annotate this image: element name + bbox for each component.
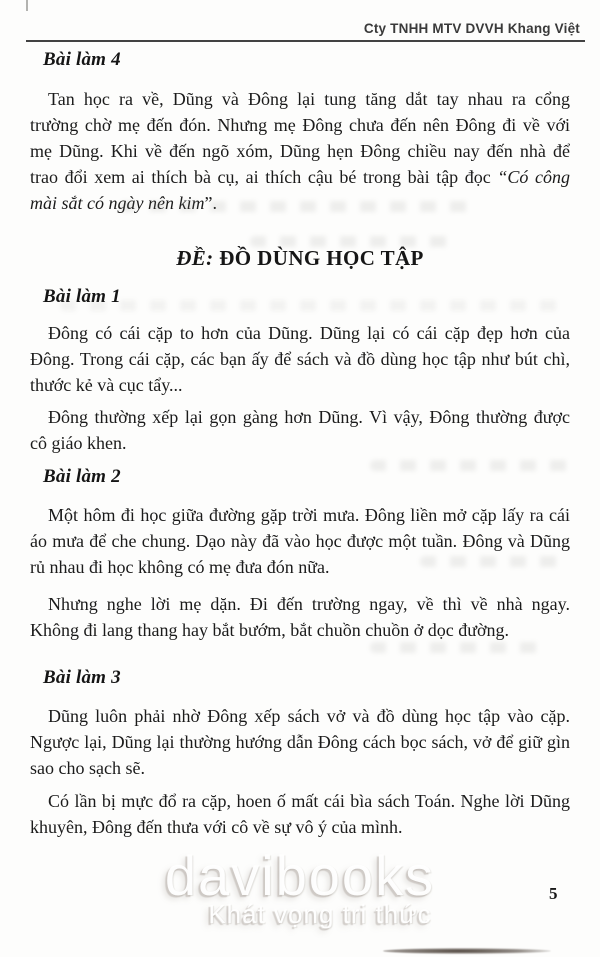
text-line — [30, 164, 570, 190]
text-line: Tan học ra về, Dũng và Đông lại tung tăng dắt tay nhau ra cổng — [48, 89, 570, 109]
text-segment: trao đổi xem ai thích bà cụ, ai thích cậu bé trong bài tập đọc — [30, 167, 491, 187]
paragraph — [30, 320, 570, 398]
paragraph — [30, 591, 570, 643]
heading-bai-lam-4: Bài làm 4 — [43, 49, 121, 70]
text-line: Dũng luôn phải nhờ Đông xếp sách vở và đồ dùng học tập vào cặp. — [48, 706, 570, 726]
scan-page-edge-shadow — [383, 948, 551, 954]
text-line: cô giáo khen. — [30, 433, 127, 453]
ink-showthrough-artifact — [370, 642, 550, 653]
header-rule — [26, 40, 585, 42]
text-segment: ”. — [204, 193, 217, 213]
watermark-brand: davibooks — [164, 844, 436, 907]
ink-showthrough-artifact — [250, 236, 460, 247]
text-line: áo mưa để che chung. Dạo này đã vào học được một tuần. Đông và Dũng — [30, 531, 570, 551]
ink-showthrough-artifact — [370, 460, 570, 471]
text-line: Một hôm đi học giữa đường gặp trời mưa. Đông liền mở cặp lấy ra cái — [48, 505, 570, 525]
paragraph — [30, 703, 570, 781]
paragraph — [30, 502, 570, 580]
topic-title — [0, 246, 600, 271]
text-line: Nhưng nghe lời mẹ dặn. Đi đến trường ngay, về thì về nhà ngay. — [48, 594, 570, 614]
ink-showthrough-artifact — [60, 300, 560, 311]
topic-text: ĐỒ DÙNG HỌC TẬP — [219, 246, 424, 270]
text-line: Không đi lang thang hay bắt bướm, bắt chuồn chuồn ở dọc đường. — [30, 620, 509, 640]
text-line: Đông có cái cặp to hơn của Dũng. Dũng lại có cái cặp đẹp hơn của — [48, 323, 570, 343]
heading-bai-lam-2: Bài làm 2 — [43, 466, 121, 487]
text-line: sao cho sạch sẽ. — [30, 758, 145, 778]
ink-showthrough-artifact — [120, 201, 480, 212]
text-line: khuyên, Đông đến thưa với cô về sự vô ý của mình. — [30, 817, 403, 837]
page-number: 5 — [549, 884, 558, 903]
text-line: rủ nhau đi học không có mẹ đưa đón nữa. — [30, 557, 330, 577]
header-publisher: Cty TNHH MTV DVVH Khang Việt — [363, 21, 580, 36]
scan-edge-mark — [26, 0, 28, 11]
paragraph — [30, 404, 570, 456]
paragraph — [30, 86, 570, 216]
text-line: mẹ Dũng. Khi về đến ngõ xóm, Dũng hẹn Đông chiều nay đến nhà để — [30, 141, 570, 161]
heading-bai-lam-1: Bài làm 1 — [43, 286, 121, 307]
text-line: Có lần bị mực đổ ra cặp, hoen ố mất cái bìa sách Toán. Nghe lời Dũng — [48, 791, 570, 811]
quoted-title-segment: “Có công — [497, 167, 570, 187]
ink-showthrough-artifact — [420, 556, 560, 567]
text-line: Đông. Trong cái cặp, các bạn ấy để sách và đồ dùng học tập như bút chì, — [30, 349, 570, 369]
watermark-slogan: Khát vọng tri thức — [208, 899, 432, 929]
text-line: thước kẻ và cục tẩy... — [30, 375, 183, 395]
text-line: trường chờ mẹ đến đón. Nhưng mẹ Đông chưa đến nên Đông đi về với — [30, 115, 570, 135]
paragraph — [30, 788, 570, 840]
text-line: Ngược lại, Dũng lại thường hướng dẫn Đông cách bọc sách, vở để giữ gìn — [30, 732, 570, 752]
heading-bai-lam-3: Bài làm 3 — [43, 667, 121, 688]
quoted-title-segment: mài sắt có ngày nên kim — [30, 193, 205, 213]
text-line: Đông thường xếp lại gọn gàng hơn Dũng. Vì vậy, Đông thường được — [48, 407, 570, 427]
topic-prefix: ĐỀ: — [176, 246, 214, 270]
